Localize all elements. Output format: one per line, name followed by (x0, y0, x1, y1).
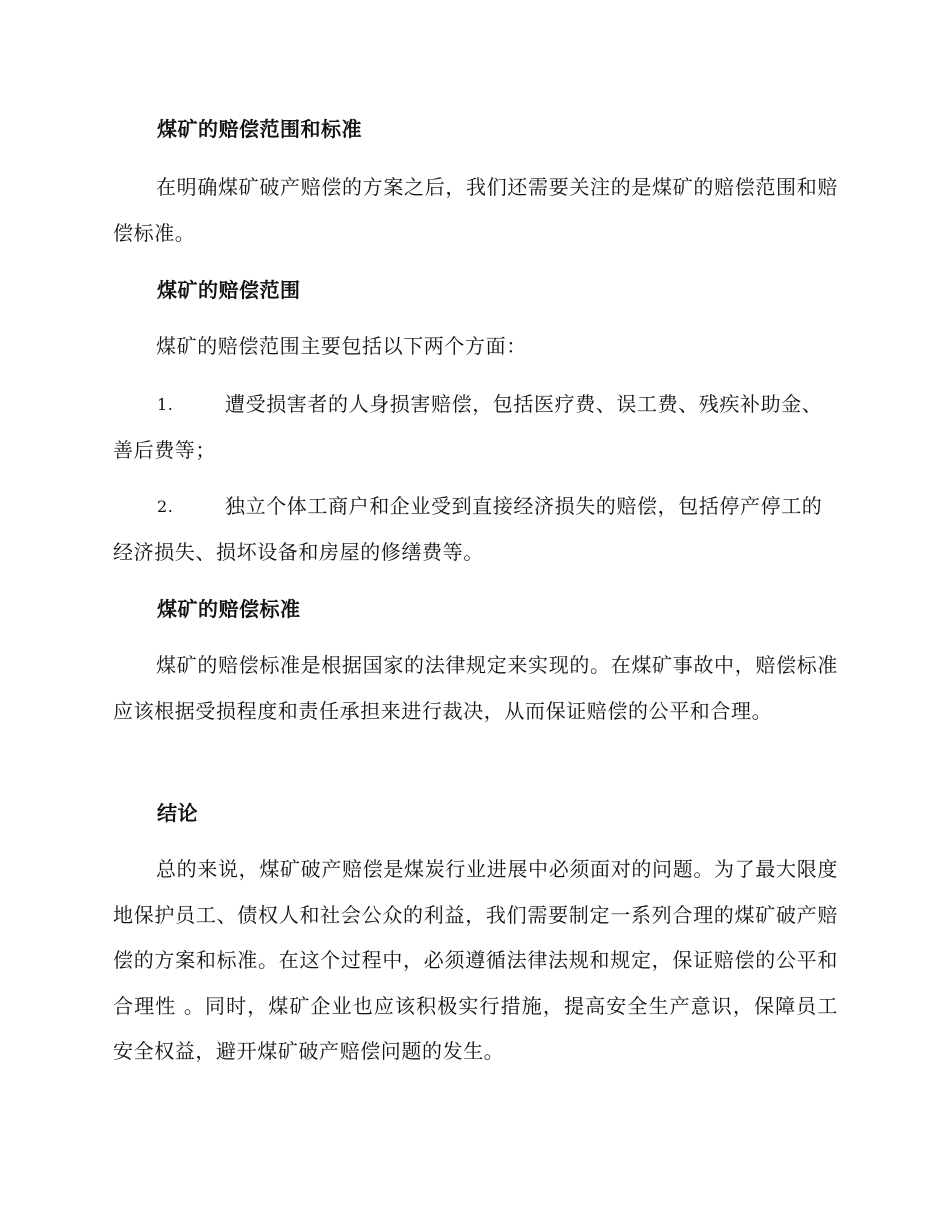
list-item-number: 2. (157, 497, 174, 516)
conclusion-paragraph: 总的来说，煤矿破产赔偿是煤炭行业进展中必须面对的问题。为了最大限度地保护员工、债权人和社会公众的利益，我们需要制定一系列合理的煤矿破产赔偿的方案和标准。在这个过程中，必须遵循法律法规和规定，保证赔偿的公平和合理性 。同时，煤矿企业也应该积极实行措施，提高安全生产意识，保障员工安全权益，避开煤矿破产赔偿问题的发生。 (113, 857, 838, 1063)
standard-paragraph: 煤矿的赔偿标准是根据国家的法律规定来实现的。在煤矿事故中，赔偿标准应该根据受损程度和责任承担来进行裁决，从而保证赔偿的公平和合理。 (113, 653, 838, 723)
section-heading-standard: 煤矿的赔偿标准 (157, 597, 301, 621)
list-item-text: 独立个体工商户和企业受到直接经济损失的赔偿，包括停产停工的经济损失、损坏设备和房屋的修缮费等。 (113, 494, 823, 564)
list-item-text: 遭受损害者的人身损害赔偿，包括医疗费、误工费、残疾补助金、善后费等； (113, 392, 823, 462)
section-heading-conclusion: 结论 (157, 801, 198, 825)
section-heading-scope: 煤矿的赔偿范围 (157, 278, 301, 302)
intro-paragraph: 在明确煤矿破产赔偿的方案之后，我们还需要关注的是煤矿的赔偿范围和赔偿标准。 (113, 175, 838, 245)
list-item (113, 382, 838, 473)
section-heading-scope-and-standard: 煤矿的赔偿范围和标准 (157, 117, 362, 141)
list-item-number: 1. (157, 395, 174, 414)
list-item (113, 484, 838, 575)
scope-paragraph: 煤矿的赔偿范围主要包括以下两个方面： (156, 334, 527, 358)
